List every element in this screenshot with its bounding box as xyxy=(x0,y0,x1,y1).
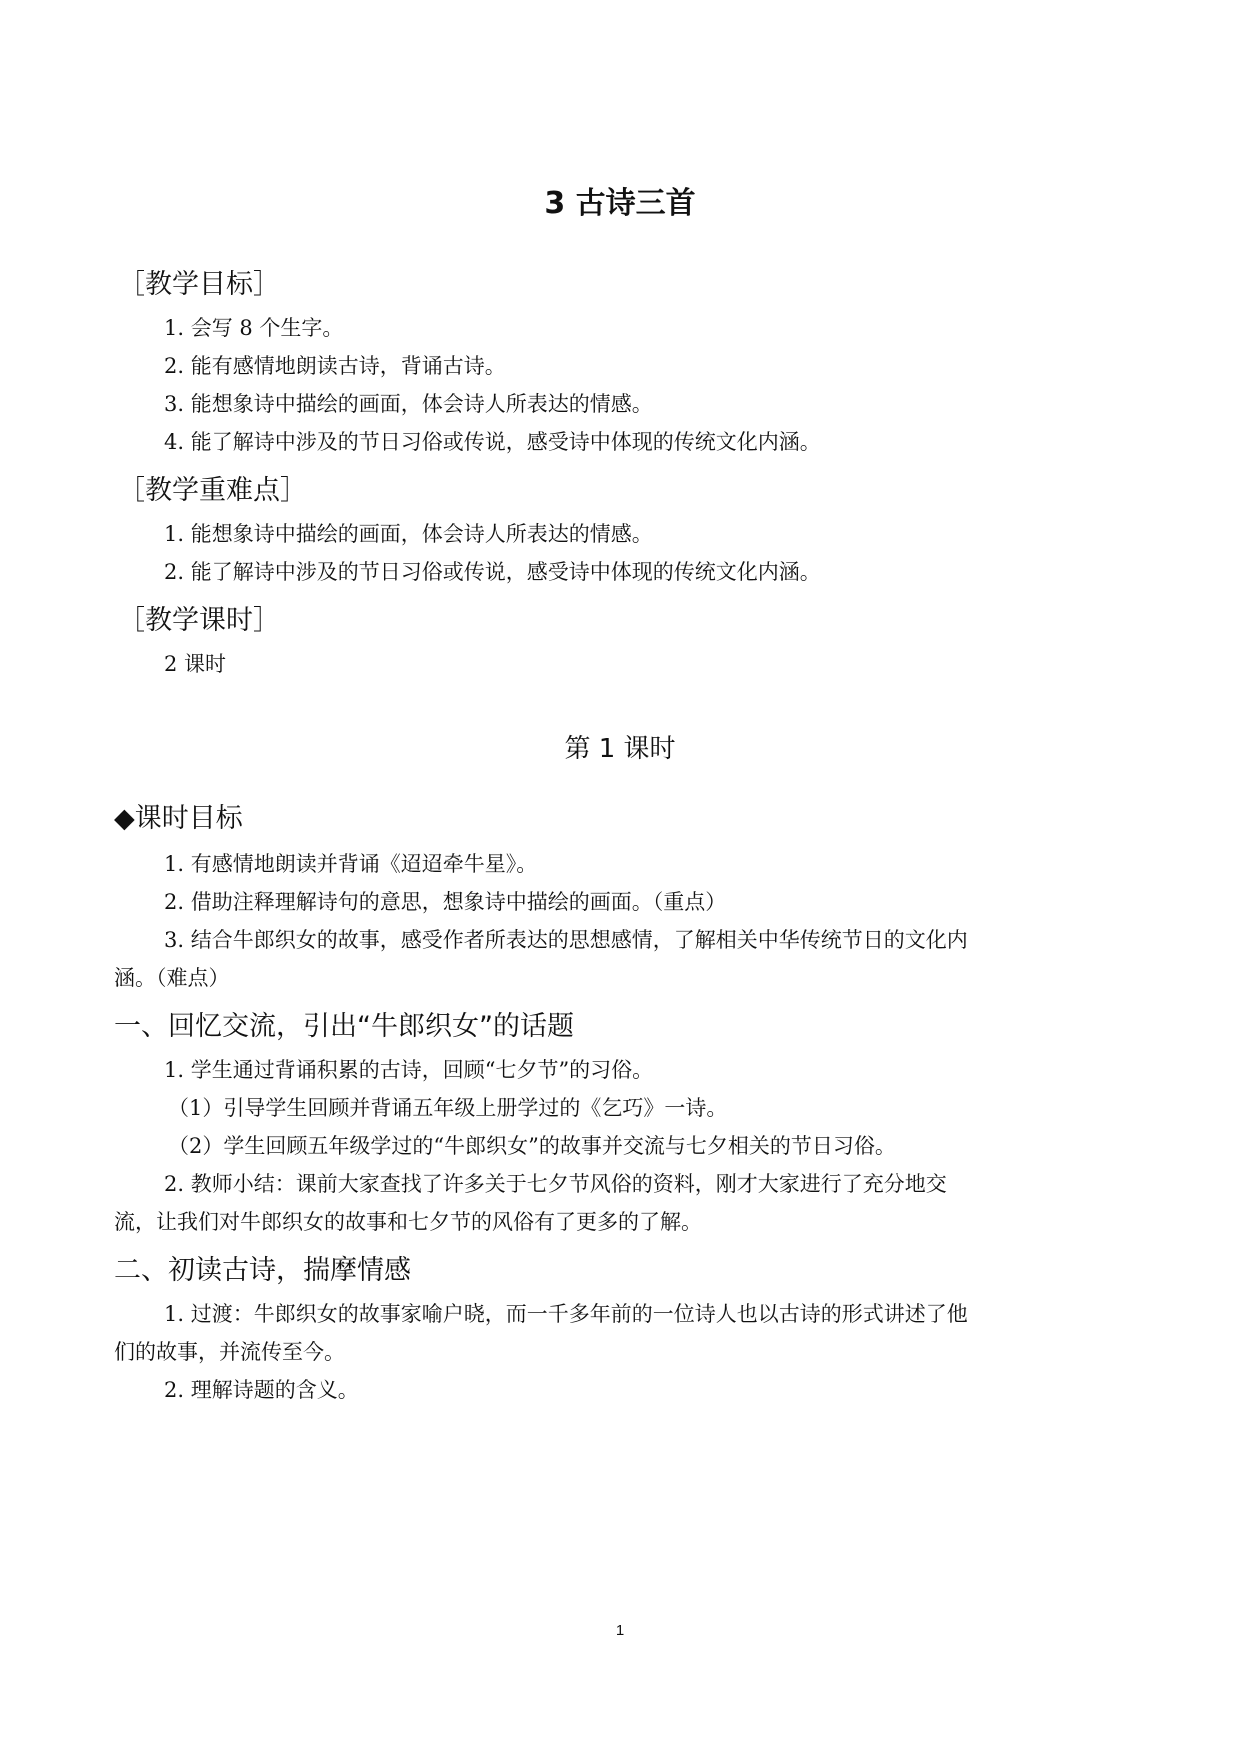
part2-line: 1. 过渡：牛郎织女的故事家喻户晓，而一千多年前的一位诗人也以古诗的形式讲述了他 xyxy=(164,1302,968,1326)
part1-line-continued: 流，让我们对牛郎织女的故事和七夕节的风俗有了更多的了解。 xyxy=(114,1210,702,1234)
part1-line: 1. 学生通过背诵积累的古诗，回顾“七夕节”的习俗。 xyxy=(164,1058,654,1082)
lesson-goal: 2. 借助注释理解诗句的意思，想象诗中描绘的画面。（重点） xyxy=(164,890,727,914)
objective-item: 1. 会写 8 个生字。 xyxy=(164,316,344,340)
page-number: 1 xyxy=(615,1622,625,1639)
lesson-goal: 1. 有感情地朗读并背诵《迢迢牵牛星》。 xyxy=(164,852,538,876)
lesson-goal-continued: 涵。（难点） xyxy=(114,966,230,990)
part2-heading: 二、初读古诗，揣摩情感 xyxy=(114,1255,411,1286)
part1-line: （2）学生回顾五年级学过的“牛郎织女”的故事并交流与七夕相关的节日习俗。 xyxy=(168,1134,896,1158)
part1-line: （1）引导学生回顾并背诵五年级上册学过的《乞巧》一诗。 xyxy=(168,1096,728,1120)
key-points-heading: ［教学重难点］ xyxy=(118,475,307,506)
objective-item: 4. 能了解诗中涉及的节日习俗或传说，感受诗中体现的传统文化内涵。 xyxy=(164,430,821,454)
objective-item: 3. 能想象诗中描绘的画面，体会诗人所表达的情感。 xyxy=(164,392,653,416)
lesson-goal: 3. 结合牛郎织女的故事，感受作者所表达的思想感情，了解相关中华传统节日的文化内 xyxy=(164,928,968,952)
class-hours-value: 2 课时 xyxy=(164,652,227,676)
lesson-goals-heading: ◆课时目标 xyxy=(114,803,243,834)
class-hours-heading: ［教学课时］ xyxy=(118,605,280,636)
key-point-item: 2. 能了解诗中涉及的节日习俗或传说，感受诗中体现的传统文化内涵。 xyxy=(164,560,821,584)
objectives-heading: ［教学目标］ xyxy=(118,269,280,300)
document-title: 3 古诗三首 xyxy=(544,186,696,221)
objective-item: 2. 能有感情地朗读古诗，背诵古诗。 xyxy=(164,354,506,378)
part1-line: 2. 教师小结：课前大家查找了许多关于七夕节风俗的资料，刚才大家进行了充分地交 xyxy=(164,1172,947,1196)
part2-line-continued: 们的故事，并流传至今。 xyxy=(114,1340,345,1364)
key-point-item: 1. 能想象诗中描绘的画面，体会诗人所表达的情感。 xyxy=(164,522,653,546)
part2-line: 2. 理解诗题的含义。 xyxy=(164,1378,359,1402)
part1-heading: 一、回忆交流，引出“牛郎织女”的话题 xyxy=(114,1011,574,1042)
lesson-title: 第 1 课时 xyxy=(564,734,676,764)
